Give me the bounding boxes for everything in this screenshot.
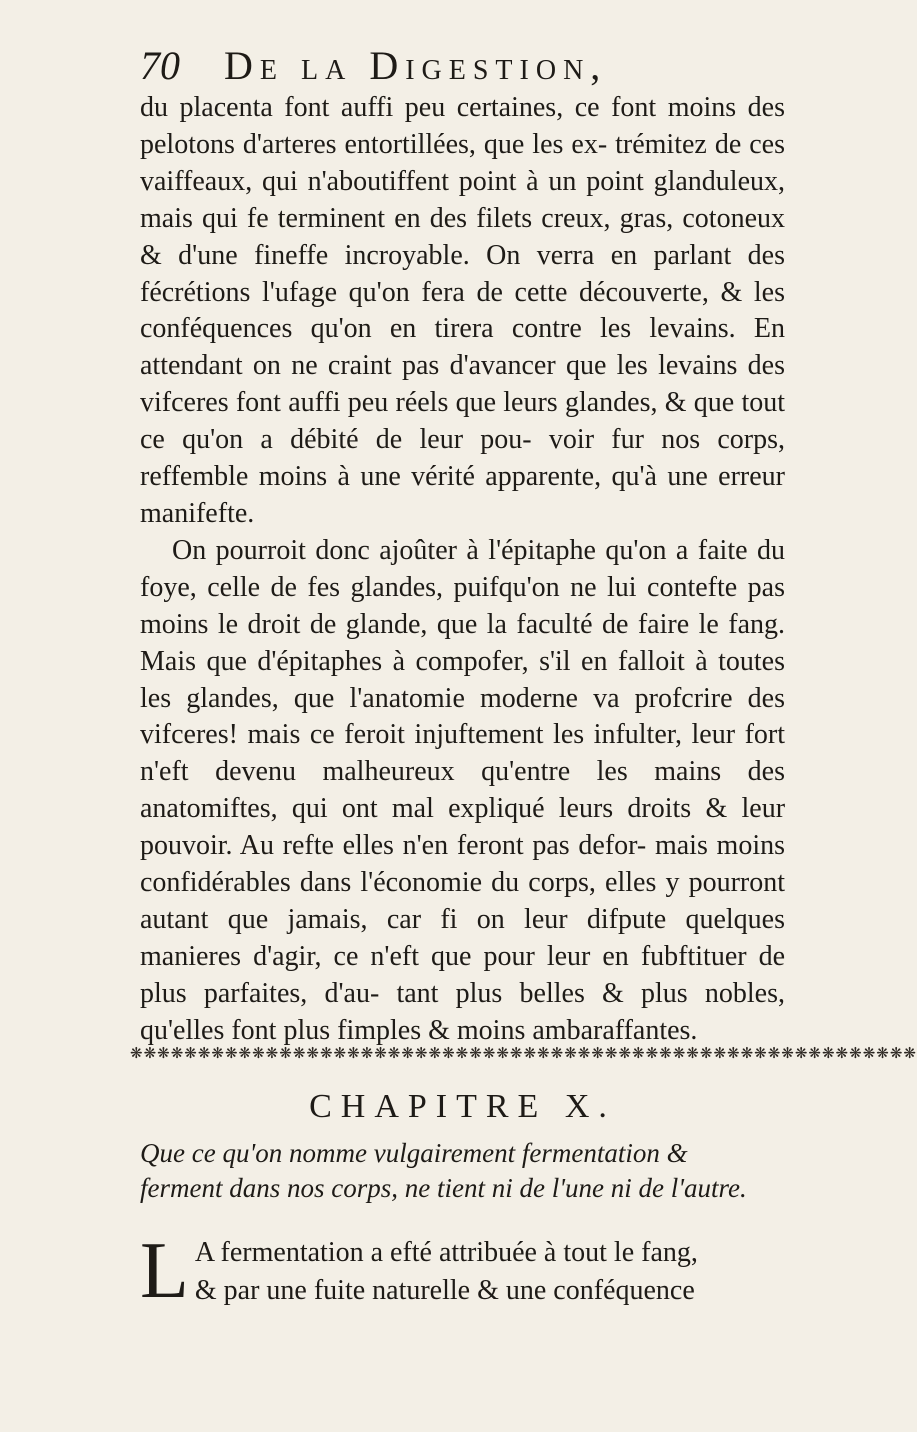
- line: que pour leur en fubftituer de plus parfaites, d'au-: [140, 940, 786, 1009]
- line: tant plus belles & plus nobles, qu'elles font plus: [140, 977, 786, 1046]
- line: fimples & moins ambaraffantes.: [337, 1014, 698, 1046]
- chapter-title: CHAPITRE X.: [309, 1088, 616, 1125]
- line: glandes, & que tout ce qu'on a débité de leur pou-: [140, 387, 785, 456]
- line: des pelotons d'arteres entortillées, que les ex-: [140, 92, 785, 160]
- line: l'anatomie moderne va profcrire des vifceres!: [140, 682, 786, 751]
- line: leur pouvoir. Au refte elles n'en feront pas defor-: [140, 793, 786, 862]
- paragraph-1: [140, 90, 785, 533]
- page-number: 70: [140, 43, 180, 88]
- subtitle-line: Que ce qu'on nomme vulgairement fermentation &: [140, 1138, 688, 1168]
- subtitle-line: ferment dans nos corps, ne tient ni de l'une ni de l'autre.: [140, 1173, 747, 1203]
- paragraph-2: [140, 533, 785, 1050]
- line: à un point glanduleux, mais qui fe terminent en: [140, 165, 785, 234]
- chapter-subtitle: [140, 1136, 785, 1206]
- line: A fermentation a efté attribuée à tout le fang,: [194, 1237, 698, 1268]
- line: anatomiftes, qui ont mal expliqué leurs droits &: [140, 793, 728, 825]
- line: faculté de faire le fang. Mais que d'épitaphes à: [140, 608, 785, 677]
- ornament-rule: ❋❋❋❋❋❋❋❋❋❋❋❋❋❋❋❋❋❋❋❋❋❋❋❋❋❋❋❋❋❋❋❋❋❋❋❋❋❋❋❋❋❋❋❋❋❋❋❋❋❋❋❋❋❋❋❋❋❋: [130, 1044, 917, 1062]
- page-header: [140, 42, 780, 90]
- chapter-opening: [140, 1227, 785, 1315]
- line: n'eft devenu malheureux qu'entre les mains des: [140, 756, 785, 788]
- running-head: De la Digestion,: [224, 43, 608, 88]
- line: mais ce feroit injuftement les infulter, leur fort: [247, 719, 785, 751]
- line: & par une fuite naturelle & une conféquence: [194, 1275, 695, 1306]
- line: levains des vifceres font auffi peu réels que leurs: [140, 350, 785, 419]
- line: apparente, qu'à une erreur manifefte.: [140, 461, 785, 529]
- line: En attendant on ne craint pas d'avancer que les: [140, 313, 785, 382]
- line: trémitez de ces vaiffeaux, qui n'aboutiffent point: [140, 128, 785, 197]
- line: voir fur nos corps, reffemble moins à une vérité: [140, 424, 786, 493]
- body-text: [140, 90, 785, 1050]
- line: faite du foye, celle de fes glandes, puifqu'on ne: [140, 534, 785, 603]
- line: corps, elles y pourront autant que jamais, car fi: [140, 867, 786, 935]
- line: lui contefte pas moins le droit de glande, que la: [140, 571, 786, 640]
- line: des filets creux, gras, cotoneux & d'une fineffe: [140, 202, 786, 271]
- line: incroyable. On verra en parlant des fécrétions: [140, 239, 785, 308]
- drop-cap: L: [140, 1227, 189, 1315]
- line: mais moins confidérables dans l'économie du: [140, 830, 785, 899]
- line: du placenta font auffi peu certaines, ce font moins: [140, 92, 737, 123]
- line: l'ufage qu'on fera de cette découverte, & les: [262, 276, 785, 308]
- line: conféquences qu'on en tirera contre les levains.: [140, 313, 736, 345]
- line: compofer, s'il en falloit à toutes les glandes, que: [140, 645, 785, 714]
- line: on leur difpute quelques manieres d'agir, ce n'eft: [140, 903, 786, 972]
- line: On pourroit donc ajoûter à l'épitaphe qu'on a: [172, 534, 689, 566]
